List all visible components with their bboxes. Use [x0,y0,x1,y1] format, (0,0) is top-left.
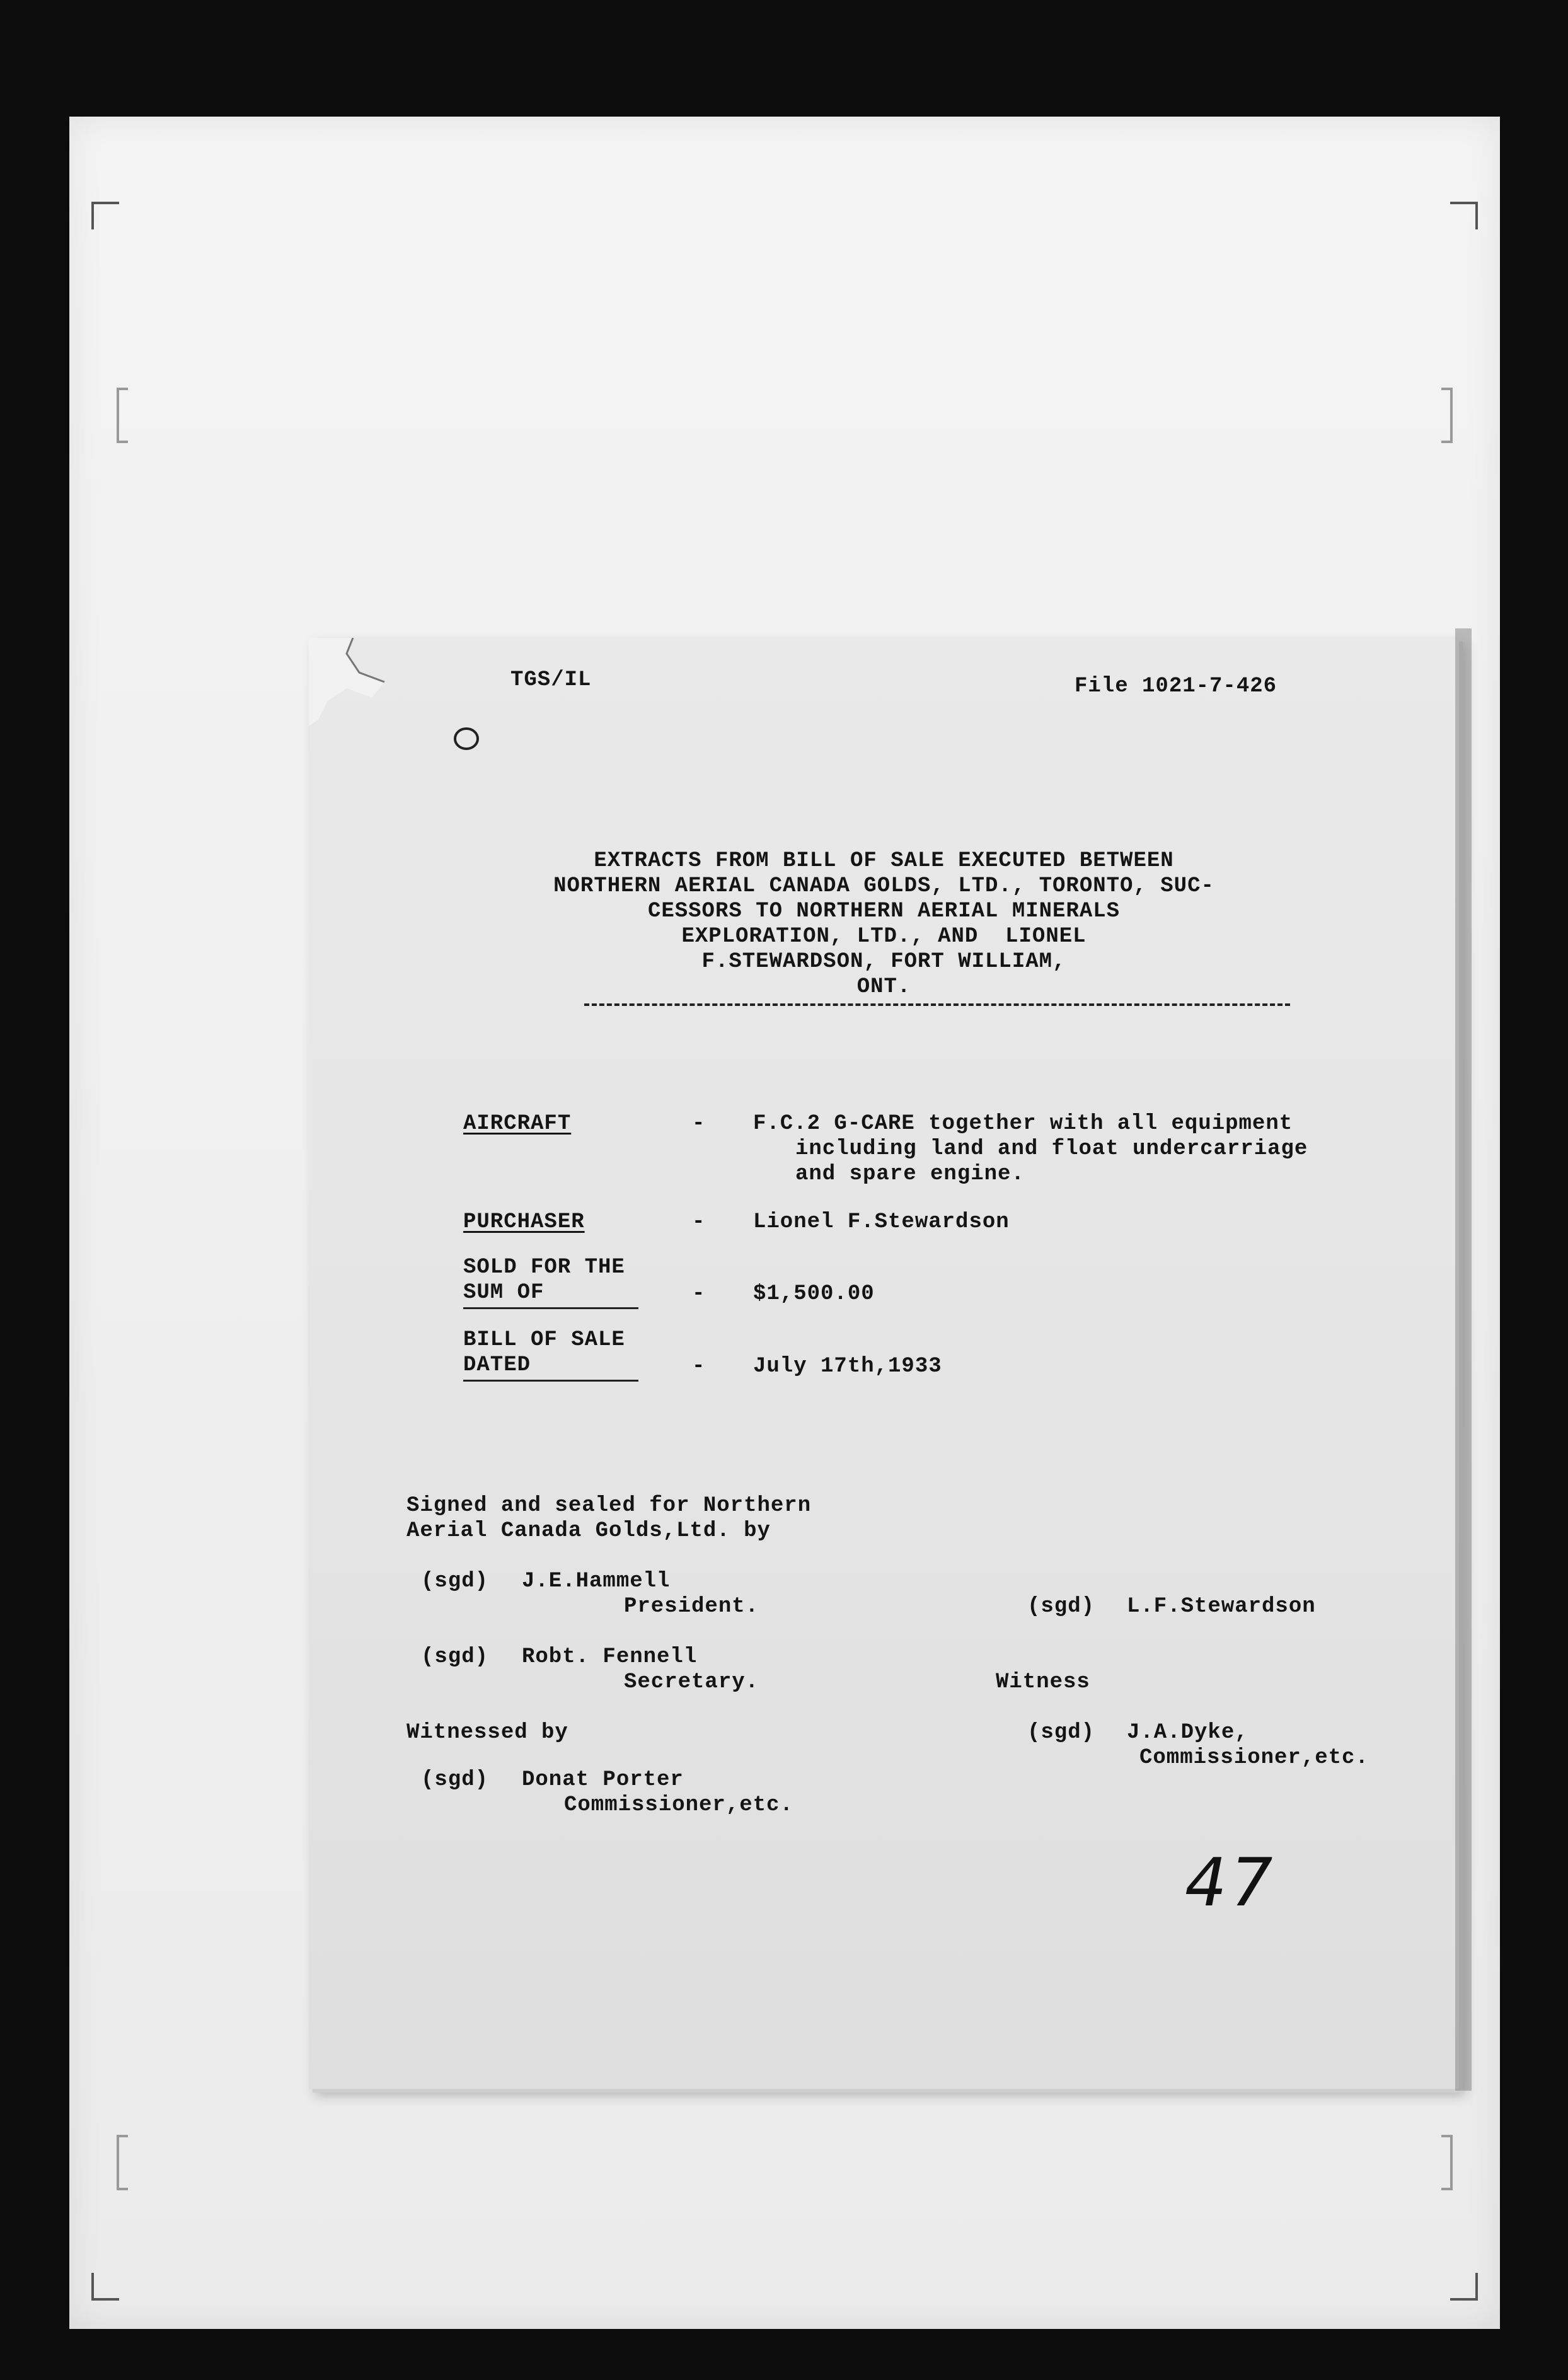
sold-label: SUM OF [463,1281,545,1305]
aircraft-value: including land and float undercarriage [795,1137,1308,1161]
document-sheet [309,638,1459,2089]
witness-name: Donat Porter [522,1768,684,1792]
signing-intro: Signed and sealed for Northern [406,1494,812,1518]
bill-date-label: BILL OF SALE [463,1328,625,1352]
signatory-title: President. [624,1595,759,1619]
bracket-mark [1441,2135,1453,2190]
label-underline [463,1380,638,1382]
bill-date-label: DATED [463,1353,531,1377]
purchaser-label: PURCHASER [463,1210,585,1234]
bracket-mark [117,388,128,443]
file-number: File 1021-7-426 [1075,674,1277,698]
handwritten-page-number: 47 [1185,1844,1277,1921]
crop-mark-top-right [1450,202,1478,229]
bracket-mark [1441,388,1453,443]
reference-code: TGS/IL [510,668,592,692]
purchaser-value: Lionel F.Stewardson [753,1210,1010,1234]
dashed-separator [584,1003,1290,1006]
title-line: ONT. [856,975,911,999]
label-underline [463,1307,638,1309]
crop-mark-bottom-left [91,2273,119,2301]
sheet-shadow-edge [1455,628,1472,2091]
dash: - [692,1210,706,1234]
aircraft-value: and spare engine. [795,1162,1025,1186]
punch-hole-icon [451,723,482,754]
signatory-title: Secretary. [624,1670,759,1694]
sgd-mark: (sgd) [1027,1595,1095,1619]
bill-date-value: July 17th,1933 [753,1355,942,1378]
witness-title: Commissioner,etc. [564,1793,793,1817]
sgd-mark: (sgd) [421,1645,489,1669]
dash: - [692,1282,706,1306]
signatory-name: J.E.Hammell [522,1569,671,1593]
witness-label: Witness [996,1670,1090,1694]
sgd-mark: (sgd) [421,1569,489,1593]
crop-mark-bottom-right [1450,2273,1478,2301]
torn-corner-icon [309,638,422,726]
sold-label: SOLD FOR THE [463,1256,625,1280]
sgd-mark: (sgd) [1027,1721,1095,1745]
signatory-name: Robt. Fennell [522,1645,698,1669]
dash: - [692,1355,706,1378]
title-line: EXTRACTS FROM BILL OF SALE EXECUTED BETWEEN [594,849,1174,873]
aircraft-label: AIRCRAFT [463,1112,572,1136]
signing-intro: Aerial Canada Golds,Ltd. by [406,1519,771,1543]
title-line: CESSORS TO NORTHERN AERIAL MINERALS [647,899,1121,923]
dash: - [692,1112,706,1136]
title-line: F.STEWARDSON, FORT WILLIAM, [701,950,1066,974]
witness-title: Commissioner,etc. [1139,1746,1369,1770]
sale-sum-value: $1,500.00 [753,1282,875,1306]
title-line: NORTHERN AERIAL CANADA GOLDS, LTD., TORONTO, SUC- [553,874,1214,898]
title-line: EXPLORATION, LTD., AND LIONEL [681,925,1087,949]
sgd-mark: (sgd) [421,1768,489,1792]
witness-name: J.A.Dyke, [1127,1721,1248,1745]
bracket-mark [117,2135,128,2190]
aircraft-value: F.C.2 G-CARE together with all equipment [753,1112,1293,1136]
purchaser-signature: L.F.Stewardson [1127,1595,1316,1619]
witnessed-by-label: Witnessed by [406,1721,568,1745]
crop-mark-top-left [91,202,119,229]
